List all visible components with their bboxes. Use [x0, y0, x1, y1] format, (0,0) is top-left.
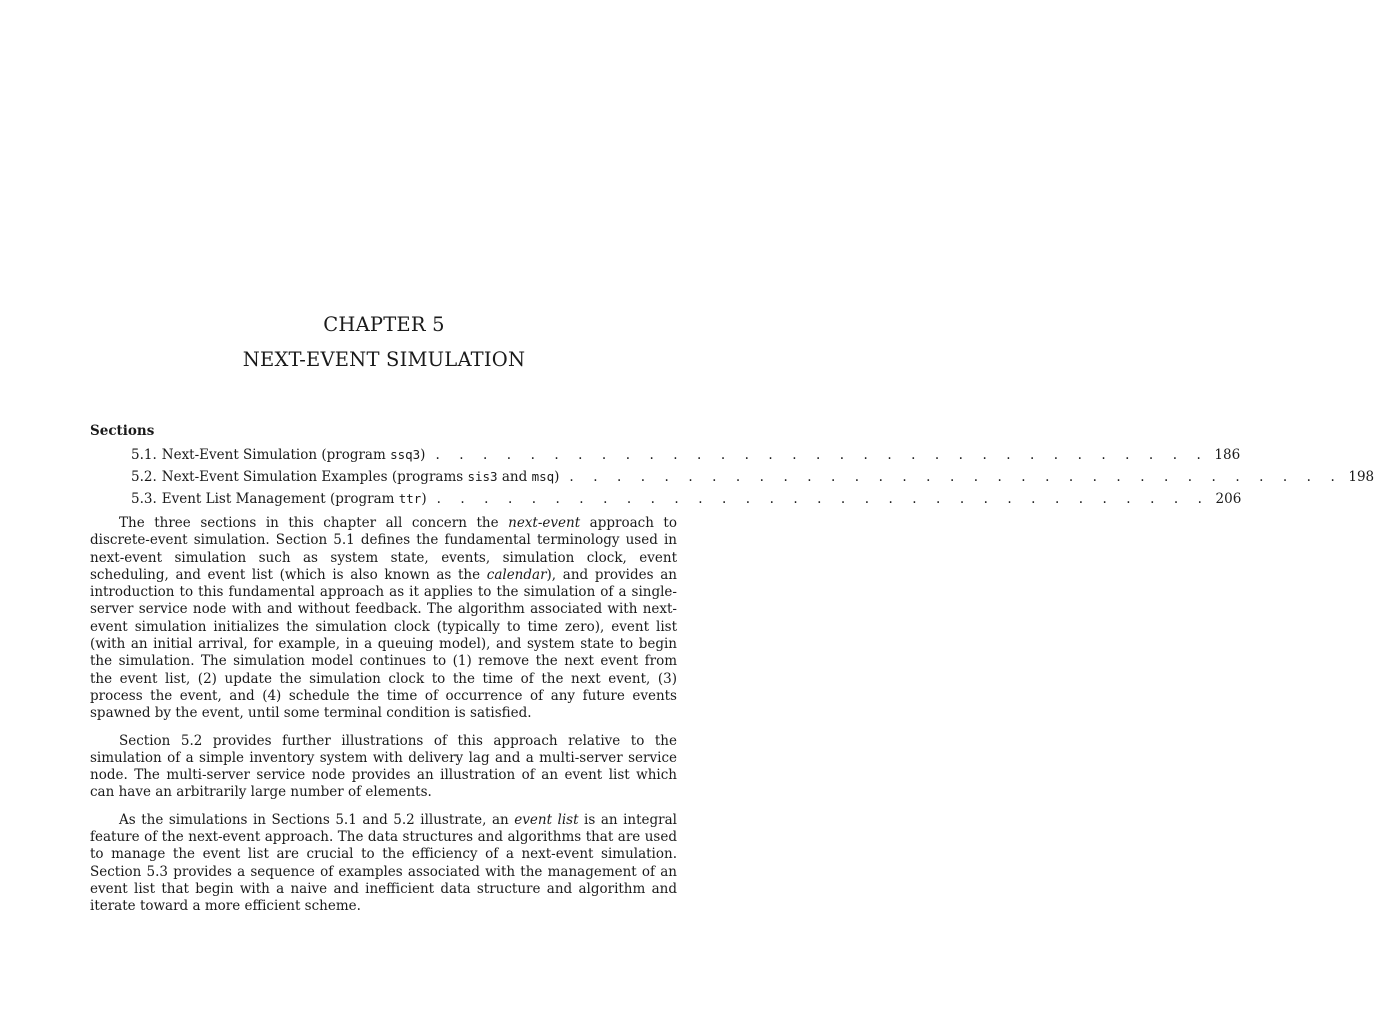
toc-entry-5-3[interactable] [131, 488, 1242, 510]
emphasis-term: next-event [508, 515, 581, 531]
program-name: ttr [398, 491, 422, 506]
toc-leader-dots: . . . . . . . . . . . . . . . . . . . . . . . . . . . . . . . . . [436, 491, 1210, 507]
emphasis-term: event list [514, 811, 579, 828]
toc-entry-title: Event List Management (program ttr) [161, 491, 427, 507]
toc-entry-5-1[interactable] [131, 444, 1241, 466]
toc-leader-dots: . . . . . . . . . . . . . . . . . . . . . . . . . . . . . . . . . [569, 469, 1343, 485]
toc-entry-title: Next-Event Simulation Examples (programs sis3 and msq) [161, 469, 560, 485]
toc-entry-5-2[interactable] [131, 466, 1374, 488]
toc-entry-number: 5.2. [131, 469, 157, 485]
table-of-contents [131, 444, 1374, 510]
toc-entry-title: Next-Event Simulation (program ssq3) [161, 447, 426, 463]
program-name: msq [531, 469, 555, 484]
toc-entry-page: 186 [1214, 447, 1241, 463]
paragraph-3: As the simulations in Sections 5.1 and 5.2 illustrate, an event list is an integral feature of the next-event approach. The data structures and algorithms that are used to manage the event list are crucial to the efficiency of a next-event simulation. Section 5.3 provides a sequence of examples associated with the management of an event list that begin with a naive and inefficient data structure and algorithm and iterate toward a more efficient scheme. [90, 811, 677, 915]
toc-entry-page: 198 [1348, 469, 1374, 485]
emphasis-term: calendar [486, 566, 547, 583]
program-name: ssq3 [390, 447, 421, 462]
program-name: sis3 [467, 469, 498, 484]
paragraph-2: Section 5.2 provides further illustrations of this approach relative to the simulation of a simple inventory system with delivery lag and a multi-server service node. The multi-server service node provides an illustration of an event list which can have an arbitrarily large number of elements. [90, 732, 677, 801]
toc-leader-dots: . . . . . . . . . . . . . . . . . . . . . . . . . . . . . . . . . [435, 447, 1209, 463]
chapter-introduction [90, 515, 677, 926]
chapter-label: CHAPTER 5 [323, 313, 445, 336]
toc-entry-number: 5.3. [131, 491, 157, 507]
toc-entry-number: 5.1. [131, 447, 157, 463]
chapter-title: NEXT-EVENT SIMULATION [242, 348, 526, 371]
sections-heading: Sections [90, 423, 155, 439]
toc-entry-page: 206 [1215, 491, 1242, 507]
paragraph-1: The three sections in this chapter all concern the next-event approach to discrete-event simulation. Section 5.1 defines the fundamental terminology used in next-event simulation such as system state, events, simulation clock, event scheduling, and event list (which is also known as the calendar), and provides an introduction to this fundamental approach as it applies to the simulation of a single-server service node with and without feedback. The algorithm associated with next-event simulation initializes the simulation clock (typically to time zero), event list (with an initial arrival, for example, in a queuing model), and system state to begin the simulation. The simulation model continues to (1) remove the next event from the event list, (2) update the simulation clock to the time of the next event, (3) process the event, and (4) schedule the time of occurrence of any future events spawned by the event, until some terminal condition is satisfied. [90, 515, 677, 722]
